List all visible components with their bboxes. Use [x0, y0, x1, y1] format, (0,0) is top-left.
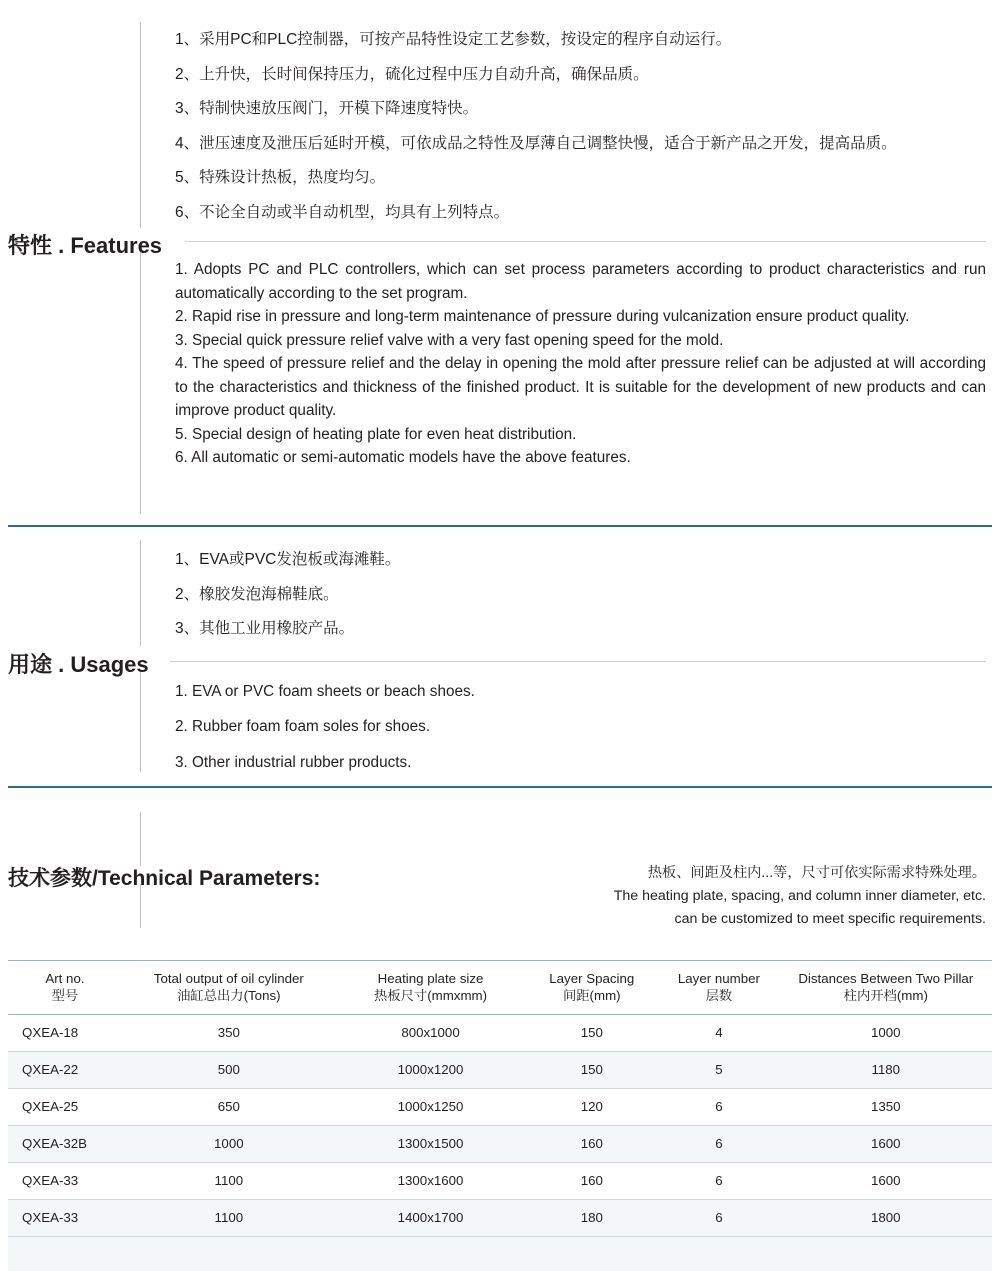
list-item: 1、EVA或PVC发泡板或海滩鞋。: [175, 552, 986, 568]
section-heading-rule-usages: [170, 661, 986, 662]
table-row: [8, 1126, 992, 1163]
list-item: 1、采用PC和PLC控制器，可按产品特性设定工艺参数，按设定的程序自动运行。: [175, 32, 986, 48]
cell-pillar-distance: 1180: [780, 1052, 992, 1089]
technical-parameters-table: [8, 960, 992, 1271]
cell-art-no: QXEA-18: [8, 1015, 122, 1052]
list-item: 2、橡胶发泡海棉鞋底。: [175, 587, 986, 603]
table-row: [8, 1163, 992, 1200]
list-item: 3、特制快速放压阀门，开模下降速度特快。: [175, 101, 986, 117]
cell-art-no: QXEA-22: [8, 1052, 122, 1089]
technical-note-en-line1: The heating plate, spacing, and column inner diameter, etc.: [466, 885, 986, 908]
cell-output: 350: [122, 1015, 336, 1052]
cell-output: 1100: [122, 1163, 336, 1200]
table-header-cell-plate-size: [336, 961, 526, 1015]
table-header-cell-layer-number: [658, 961, 779, 1015]
header-en: Layer Spacing: [527, 970, 656, 987]
features-english-block: [175, 258, 986, 470]
cell-plate-size: 1400x1700: [336, 1200, 526, 1237]
table-header: [8, 961, 992, 1015]
list-item: 1. EVA or PVC foam sheets or beach shoes.: [175, 684, 986, 699]
cell-layer-number: 5: [658, 1052, 779, 1089]
divider-usages-technical: [8, 786, 992, 788]
cell-pillar-distance: 1000: [780, 1015, 992, 1052]
cell-layer-spacing: 150: [525, 1052, 658, 1089]
cell-plate-size: 1000x1200: [336, 1052, 526, 1089]
header-cn: 油缸总出力(Tons): [124, 987, 334, 1004]
list-item: 5、特殊设计热板，热度均匀。: [175, 170, 986, 186]
usages-chinese-list: [175, 552, 986, 637]
header-cn: 热板尺寸(mmxmm): [338, 987, 524, 1004]
header-en: Distances Between Two Pillar: [782, 970, 990, 987]
technical-note-cn: 热板、间距及柱内...等，尺寸可依实际需求特殊处理。: [466, 862, 986, 885]
features-chinese-list: [175, 32, 986, 220]
paragraph: 1. Adopts PC and PLC controllers, which can set process parameters according to product characteristics and run automatically according to the set program.: [175, 258, 986, 305]
section-heading-features: 特性 . Features: [8, 229, 162, 260]
table-header-row: [8, 961, 992, 1015]
gutter-rule-tech-top: [140, 812, 141, 866]
list-item: 3. Other industrial rubber products.: [175, 755, 986, 770]
list-item: 3、其他工业用橡胶产品。: [175, 621, 986, 637]
gutter-rule-features-en: [140, 252, 141, 514]
table-header-cell-layer-spacing: [525, 961, 658, 1015]
table-row: [8, 1200, 992, 1237]
list-item: 4、泄压速度及泄压后延时开模，可依成品之特性及厚薄自己调整快慢，适合于新产品之开发，提高品质。: [175, 136, 986, 152]
table-row: [8, 1015, 992, 1052]
cell-pillar-distance: 1600: [780, 1163, 992, 1200]
header-cn: 型号: [10, 987, 120, 1004]
cell-plate-size: 1000x1250: [336, 1089, 526, 1126]
table-body: [8, 1015, 992, 1237]
cell-pillar-distance: 1600: [780, 1126, 992, 1163]
list-item: 2. Rubber foam foam soles for shoes.: [175, 719, 986, 734]
header-en: Heating plate size: [338, 970, 524, 987]
paragraph: 4. The speed of pressure relief and the delay in opening the mold after pressure relief can be adjusted at will according to the characteristics and thickness of the finished product. It is suitable for the development of new products and can improve product quality.: [175, 352, 986, 423]
table-header-cell-pillar-distance: [780, 961, 992, 1015]
cell-layer-spacing: 160: [525, 1163, 658, 1200]
cell-pillar-distance: 1800: [780, 1200, 992, 1237]
gutter-rule-usages-en: [140, 672, 141, 772]
header-en: Total output of oil cylinder: [124, 970, 334, 987]
paragraph: 6. All automatic or semi-automatic models have the above features.: [175, 446, 986, 470]
cell-output: 1100: [122, 1200, 336, 1237]
cell-art-no: QXEA-33: [8, 1163, 122, 1200]
list-item: 6、不论全自动或半自动机型，均具有上列特点。: [175, 205, 986, 221]
header-en: Layer number: [660, 970, 777, 987]
technical-note-en-line2: can be customized to meet specific requirements.: [466, 908, 986, 931]
cell-pillar-distance: 1350: [780, 1089, 992, 1126]
gutter-rule-features-cn: [140, 22, 141, 228]
section-heading-technical: 技术参数/Technical Parameters:: [8, 862, 320, 892]
cell-output: 1000: [122, 1126, 336, 1163]
table-row: [8, 1089, 992, 1126]
cell-layer-spacing: 160: [525, 1126, 658, 1163]
table-header-cell-art-no: [8, 961, 122, 1015]
cell-output: 650: [122, 1089, 336, 1126]
table-row: [8, 1052, 992, 1089]
table-footer-row: [8, 1237, 992, 1271]
table-footer-cell: [8, 1237, 992, 1271]
section-heading-rule-features: [185, 241, 986, 242]
cell-output: 500: [122, 1052, 336, 1089]
paragraph: 2. Rapid rise in pressure and long-term maintenance of pressure during vulcanization ensure product quality.: [175, 305, 986, 329]
cell-art-no: QXEA-32B: [8, 1126, 122, 1163]
table-header-cell-output: [122, 961, 336, 1015]
cell-plate-size: 1300x1500: [336, 1126, 526, 1163]
section-heading-usages: 用途 . Usages: [8, 648, 149, 679]
usages-english-list: [175, 684, 986, 770]
cell-layer-number: 4: [658, 1015, 779, 1052]
divider-features-usages: [8, 525, 992, 527]
technical-note: [466, 862, 986, 931]
cell-art-no: QXEA-25: [8, 1089, 122, 1126]
header-en: Art no.: [10, 970, 120, 987]
cell-layer-number: 6: [658, 1089, 779, 1126]
cell-layer-spacing: 180: [525, 1200, 658, 1237]
cell-plate-size: 800x1000: [336, 1015, 526, 1052]
cell-plate-size: 1300x1600: [336, 1163, 526, 1200]
cell-layer-number: 6: [658, 1126, 779, 1163]
header-cn: 柱内开档(mm): [782, 987, 990, 1004]
cell-layer-number: 6: [658, 1200, 779, 1237]
table-footer: [8, 1237, 992, 1271]
paragraph: 5. Special design of heating plate for even heat distribution.: [175, 423, 986, 447]
cell-layer-spacing: 150: [525, 1015, 658, 1052]
gutter-rule-usages-cn: [140, 540, 141, 646]
list-item: 2、上升快，长时间保持压力，硫化过程中压力自动升高，确保品质。: [175, 67, 986, 83]
paragraph: 3. Special quick pressure relief valve with a very fast opening speed for the mold.: [175, 329, 986, 353]
cell-layer-number: 6: [658, 1163, 779, 1200]
cell-art-no: QXEA-33: [8, 1200, 122, 1237]
header-cn: 层数: [660, 987, 777, 1004]
cell-layer-spacing: 120: [525, 1089, 658, 1126]
header-cn: 间距(mm): [527, 987, 656, 1004]
